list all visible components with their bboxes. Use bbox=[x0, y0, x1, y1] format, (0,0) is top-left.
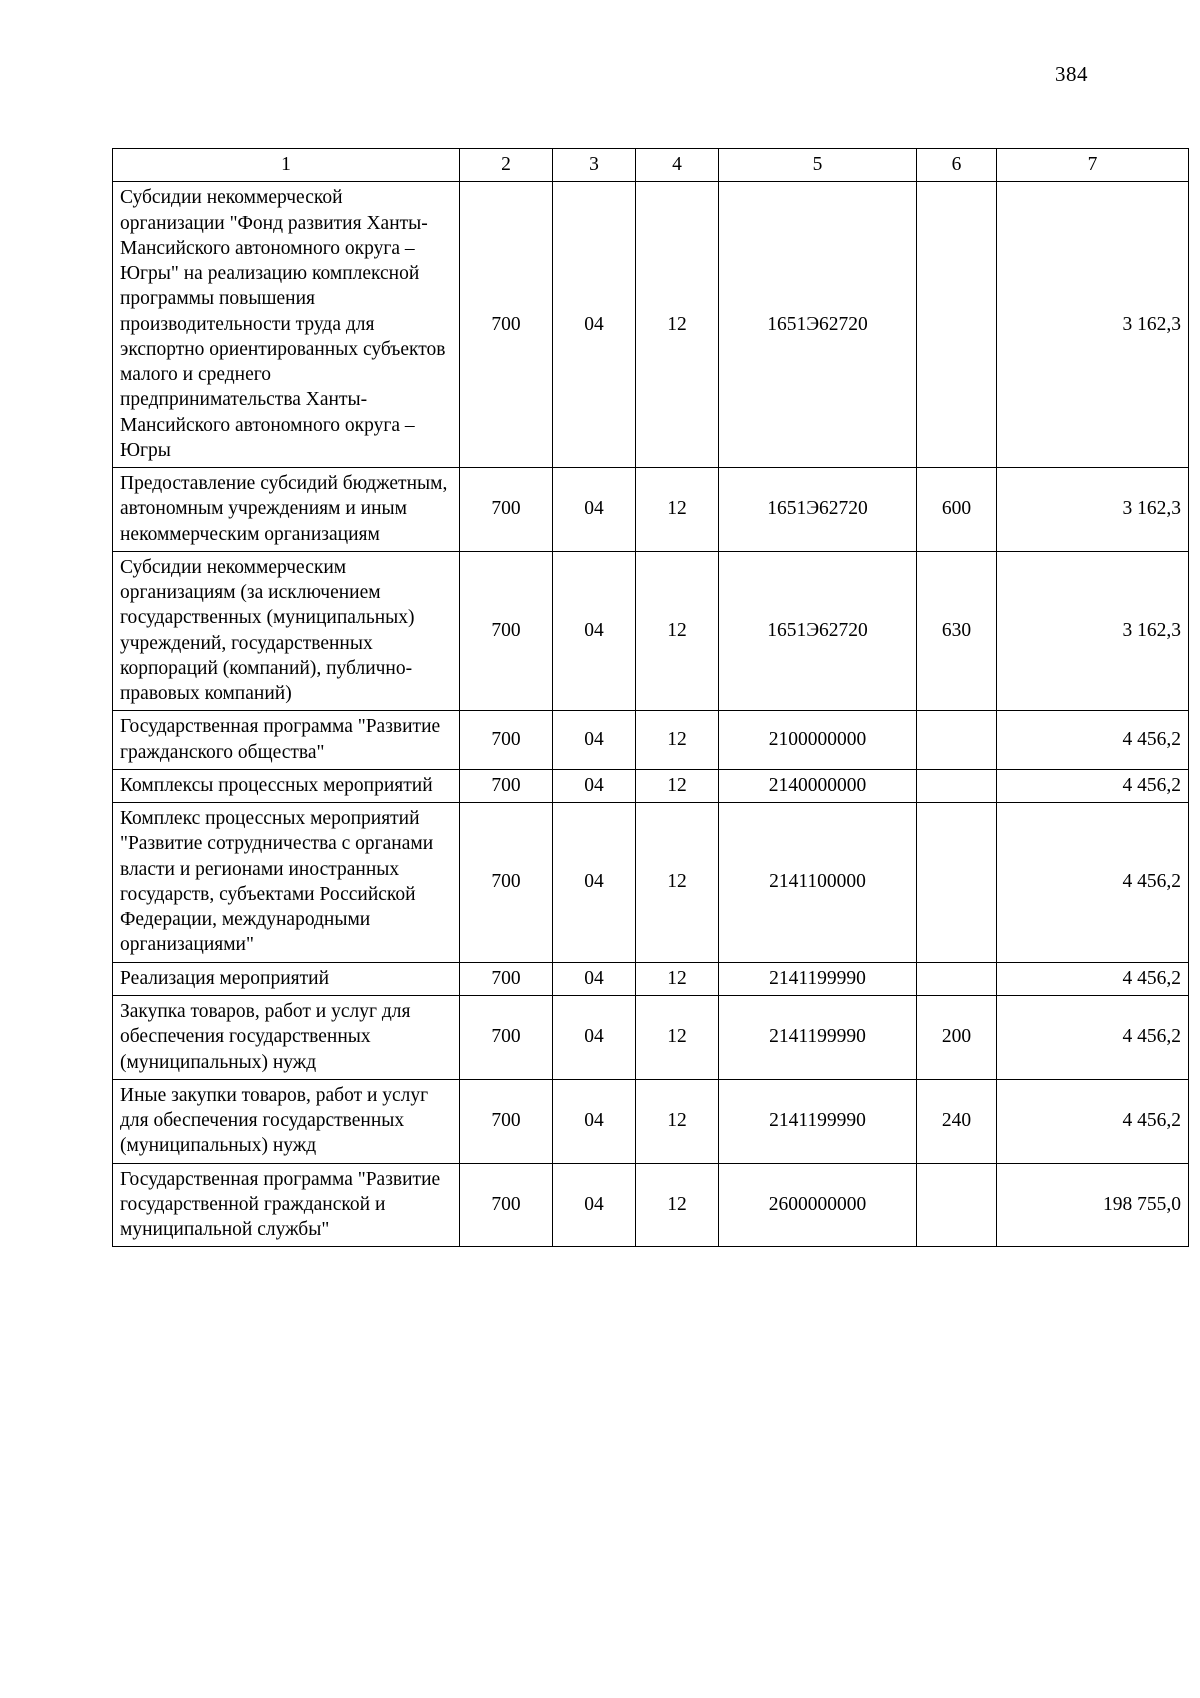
row-section: 04 bbox=[553, 769, 636, 802]
budget-table bbox=[112, 148, 1189, 1247]
column-header-5: 5 bbox=[719, 149, 917, 182]
row-name: Комплекс процессных мероприятий "Развитие сотрудничества с органами власти и регионами иностранных государств, субъектами Российской Федерации, международными организациями" bbox=[113, 803, 460, 963]
row-expense-type bbox=[917, 182, 997, 468]
column-header-7: 7 bbox=[997, 149, 1189, 182]
row-expense-type: 200 bbox=[917, 996, 997, 1080]
row-section: 04 bbox=[553, 803, 636, 963]
row-chapter: 700 bbox=[460, 182, 553, 468]
row-subsection: 12 bbox=[636, 769, 719, 802]
row-name: Закупка товаров, работ и услуг для обеспечения государственных (муниципальных) нужд bbox=[113, 996, 460, 1080]
row-name: Предоставление субсидий бюджетным, автономным учреждениям и иным некоммерческим организациям bbox=[113, 468, 460, 552]
row-name: Государственная программа "Развитие гражданского общества" bbox=[113, 711, 460, 770]
row-amount: 3 162,3 bbox=[997, 551, 1189, 711]
row-subsection: 12 bbox=[636, 711, 719, 770]
column-header-2: 2 bbox=[460, 149, 553, 182]
row-target-code: 2100000000 bbox=[719, 711, 917, 770]
row-amount: 3 162,3 bbox=[997, 468, 1189, 552]
row-target-code: 1651Э62720 bbox=[719, 182, 917, 468]
row-chapter: 700 bbox=[460, 962, 553, 995]
row-target-code: 2141100000 bbox=[719, 803, 917, 963]
row-section: 04 bbox=[553, 1163, 636, 1247]
table-row bbox=[113, 551, 1189, 711]
row-target-code: 2141199990 bbox=[719, 962, 917, 995]
row-target-code: 1651Э62720 bbox=[719, 468, 917, 552]
row-subsection: 12 bbox=[636, 996, 719, 1080]
row-amount: 4 456,2 bbox=[997, 769, 1189, 802]
table-row bbox=[113, 803, 1189, 963]
table-row bbox=[113, 962, 1189, 995]
row-name: Комплексы процессных мероприятий bbox=[113, 769, 460, 802]
column-header-3: 3 bbox=[553, 149, 636, 182]
row-expense-type bbox=[917, 769, 997, 802]
row-subsection: 12 bbox=[636, 962, 719, 995]
row-target-code: 2141199990 bbox=[719, 996, 917, 1080]
row-chapter: 700 bbox=[460, 468, 553, 552]
row-expense-type: 600 bbox=[917, 468, 997, 552]
row-target-code: 2600000000 bbox=[719, 1163, 917, 1247]
row-chapter: 700 bbox=[460, 803, 553, 963]
column-header-6: 6 bbox=[917, 149, 997, 182]
row-name: Государственная программа "Развитие государственной гражданской и муниципальной службы" bbox=[113, 1163, 460, 1247]
row-amount: 198 755,0 bbox=[997, 1163, 1189, 1247]
row-chapter: 700 bbox=[460, 996, 553, 1080]
row-amount: 4 456,2 bbox=[997, 962, 1189, 995]
row-subsection: 12 bbox=[636, 803, 719, 963]
row-expense-type bbox=[917, 803, 997, 963]
row-section: 04 bbox=[553, 1079, 636, 1163]
table-row bbox=[113, 182, 1189, 468]
row-name: Субсидии некоммерческой организации "Фонд развития Ханты-Мансийского автономного округа – Югры" на реализацию комплексной программы повышения производительности труда для экспортно ориентированных субъектов малого и среднего предпринимательства Ханты-Мансийского автономного округа – Югры bbox=[113, 182, 460, 468]
row-section: 04 bbox=[553, 996, 636, 1080]
row-target-code: 2141199990 bbox=[719, 1079, 917, 1163]
row-target-code: 1651Э62720 bbox=[719, 551, 917, 711]
row-subsection: 12 bbox=[636, 551, 719, 711]
row-section: 04 bbox=[553, 551, 636, 711]
row-target-code: 2140000000 bbox=[719, 769, 917, 802]
table-row bbox=[113, 996, 1189, 1080]
table-row bbox=[113, 711, 1189, 770]
row-name: Субсидии некоммерческим организациям (за исключением государственных (муниципальных) учреждений, государственных корпораций (компаний), публично-правовых компаний) bbox=[113, 551, 460, 711]
table-row bbox=[113, 1163, 1189, 1247]
table-row bbox=[113, 769, 1189, 802]
row-expense-type: 240 bbox=[917, 1079, 997, 1163]
row-chapter: 700 bbox=[460, 1079, 553, 1163]
row-chapter: 700 bbox=[460, 769, 553, 802]
page-number: 384 bbox=[1055, 62, 1088, 86]
row-expense-type bbox=[917, 1163, 997, 1247]
row-expense-type: 630 bbox=[917, 551, 997, 711]
column-header-4: 4 bbox=[636, 149, 719, 182]
row-chapter: 700 bbox=[460, 711, 553, 770]
row-subsection: 12 bbox=[636, 468, 719, 552]
row-section: 04 bbox=[553, 962, 636, 995]
row-amount: 4 456,2 bbox=[997, 711, 1189, 770]
table-row bbox=[113, 468, 1189, 552]
table-row bbox=[113, 1079, 1189, 1163]
row-amount: 4 456,2 bbox=[997, 996, 1189, 1080]
row-chapter: 700 bbox=[460, 551, 553, 711]
table-header-row bbox=[113, 149, 1189, 182]
row-expense-type bbox=[917, 711, 997, 770]
row-name: Реализация мероприятий bbox=[113, 962, 460, 995]
row-subsection: 12 bbox=[636, 182, 719, 468]
row-name: Иные закупки товаров, работ и услуг для обеспечения государственных (муниципальных) нужд bbox=[113, 1079, 460, 1163]
row-subsection: 12 bbox=[636, 1079, 719, 1163]
row-expense-type bbox=[917, 962, 997, 995]
budget-table-wrapper bbox=[112, 148, 1181, 1247]
row-section: 04 bbox=[553, 468, 636, 552]
row-section: 04 bbox=[553, 182, 636, 468]
row-chapter: 700 bbox=[460, 1163, 553, 1247]
row-section: 04 bbox=[553, 711, 636, 770]
row-amount: 3 162,3 bbox=[997, 182, 1189, 468]
row-amount: 4 456,2 bbox=[997, 1079, 1189, 1163]
column-header-1: 1 bbox=[113, 149, 460, 182]
row-subsection: 12 bbox=[636, 1163, 719, 1247]
row-amount: 4 456,2 bbox=[997, 803, 1189, 963]
